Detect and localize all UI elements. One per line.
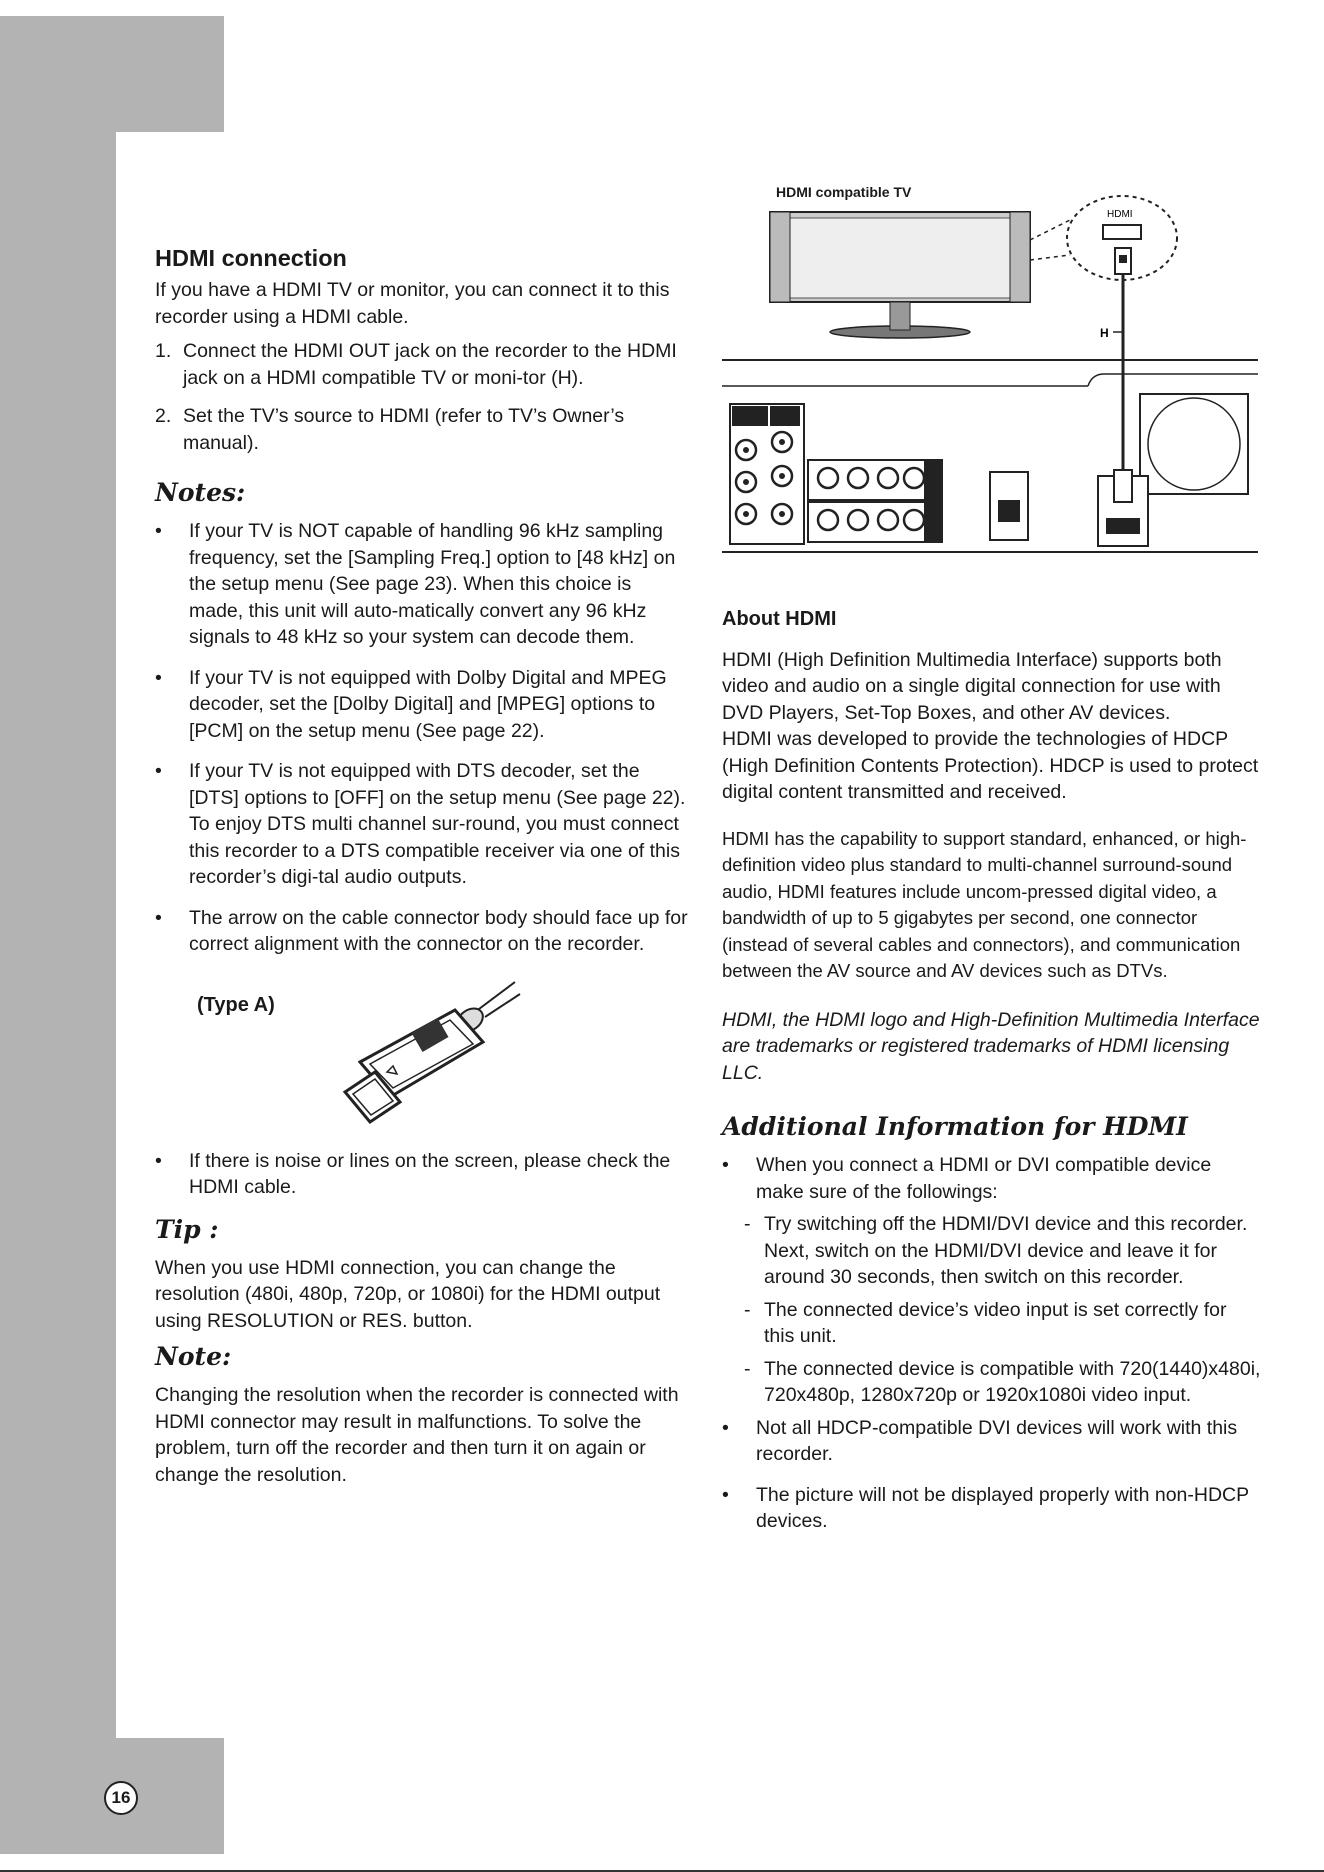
margin-band [0,16,116,1854]
note-heading: Note: [155,1342,232,1371]
notes-heading: Notes: [155,478,246,507]
note-item: • If your TV is not equipped with Dolby Digital and MPEG decoder, set the [Dolby Digital] and [MPEG] options to [PCM] on the setup menu (See page 22). [155,665,690,745]
step-item: 1. Connect the HDMI OUT jack on the recorder to the HDMI jack on a HDMI compatible TV or moni-tor (H). [155,340,677,389]
left-column [155,243,690,1488]
trademark-text: HDMI, the HDMI logo and High-Definition Multimedia Interface are trademarks or registered trademarks of HDMI licensing LLC. [722,1008,1260,1084]
additional-heading: Additional Information for HDMI [722,1112,1188,1141]
steps-list [155,338,690,456]
right-column [722,606,1262,1549]
page-number: 16 [104,1781,138,1815]
connection-diagram [718,180,1258,560]
dash-item: - The connected device’s video input is set correctly for this unit. [722,1297,1262,1350]
note-item: • If your TV is not equipped with DTS decoder, set the [DTS] options to [OFF] on the setup menu (See page 22). To enjoy DTS multi channel sur-round, you must connect this recorder to a DTS compatible receiver via one of this recorder’s digi-tal audio outputs. [155,758,690,891]
additional-item: • Not all HDCP-compatible DVI devices will work with this recorder. [722,1415,1262,1468]
about-title: About HDMI [722,608,837,630]
about-paragraph: HDMI (High Definition Multimedia Interface) supports both video and audio on a single digital connection for use with DVD Players, Set-Top Boxes, and other AV devices. [722,648,1222,724]
additional-list [722,1152,1262,1535]
dash-list [722,1211,1262,1409]
dash-item: - The connected device is compatible with 720(1440)x480i, 720x480p, 1280x720p or 1920x1080i video input. [722,1356,1262,1409]
note-text: Changing the resolution when the recorder is connected with HDMI connector may result in malfunctions. To solve the problem, turn off the recorder and then turn it on again or change the resolution. [155,1384,679,1486]
intro-text: If you have a HDMI TV or monitor, you can connect it to this recorder using a HDMI cable. [155,279,670,328]
tv-label: HDMI compatible TV [776,184,912,200]
notes-list [155,518,690,958]
section-title: HDMI connection [155,245,347,271]
about-paragraph: HDMI was developed to provide the technologies of HDCP (High Definition Contents Protection). HDCP is used to protect digital content transmitted and received. [722,728,1259,803]
tip-text: When you use HDMI connection, you can change the resolution (480i, 480p, 720p, or 1080i) for the HDMI output using RESOLUTION or RES. button. [155,1256,661,1332]
note-item: • If your TV is NOT capable of handling 96 kHz sampling frequency, set the [Sampling Freq.] option to [48 kHz] on the setup menu (See page 23). When this choice is made, this unit will auto-matically convert any 96 kHz signals to 48 kHz so your system can decode them. [155,518,690,651]
noise-note: • If there is noise or lines on the screen, please check the HDMI cable. [155,1148,690,1201]
type-a-figure [155,972,690,1142]
hdmi-label: HDMI [1107,209,1133,220]
hdmi-plug-illustration [305,972,565,1142]
type-a-label: (Type A) [197,993,275,1016]
h-label: H [1100,326,1109,340]
connection-diagram-svg [718,180,1258,560]
step-item: 2. Set the TV’s source to HDMI (refer to TV’s Owner’s manual). [155,405,625,454]
about-paragraph: HDMI has the capability to support standard, enhanced, or high-definition video plus standard to multi-channel surround-sound audio, HDMI features include uncom-pressed digital video, a bandwidth of up to 5 gigabytes per second, one connector (instead of several cables and connectors), and communication between the AV source and AV devices such as DTVs. [722,827,1247,981]
additional-item: • When you connect a HDMI or DVI compatible device make sure of the followings: - Try switching off the HDMI/DVI device and this recorder. Next, switch on the HDMI/DVI device and leave it for around 30 seconds, then switch on this recorder. - The connected device’s video input is set correctly for this unit. - The connected device is compatible with 720(1440)x480i, 720x480p, 1280x720p or 1920x1080i video input. [722,1152,1262,1409]
tip-heading: Tip : [155,1214,219,1244]
additional-item: • The picture will not be displayed properly with non-HDCP devices. [722,1482,1262,1535]
noise-list [155,1148,690,1201]
dash-item: - Try switching off the HDMI/DVI device and this recorder. Next, switch on the HDMI/DVI device and leave it for around 30 seconds, then switch on this recorder. [722,1211,1262,1291]
note-item: • The arrow on the cable connector body should face up for correct alignment with the connector on the recorder. [155,905,690,958]
